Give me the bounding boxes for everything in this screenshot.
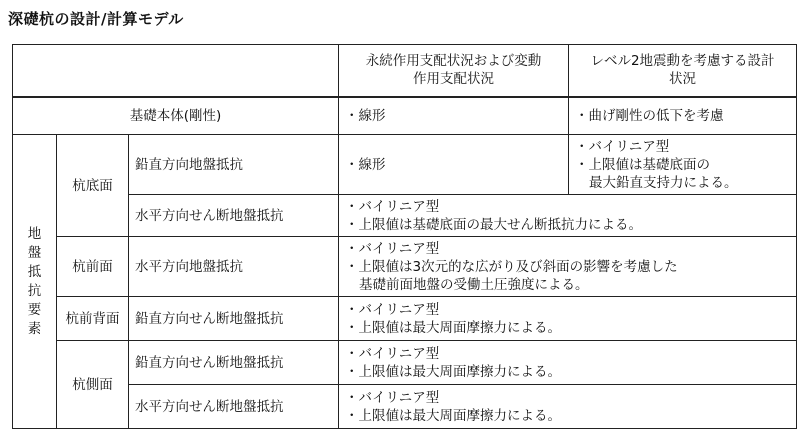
- side-vertical-row: [13, 341, 797, 385]
- group-char: 盤: [27, 244, 42, 261]
- pile-front-back-label: 杭前背面: [57, 297, 129, 341]
- text-line: ・上限値は基礎底面の最大せん断抵抗力による。: [345, 216, 643, 233]
- bottom-vertical-col2: [569, 135, 797, 195]
- front-back-row-label: 鉛直方向せん断地盤抵抗: [129, 297, 339, 341]
- header-persistent-situation: [339, 45, 569, 97]
- side-vertical-label: 鉛直方向せん断地盤抵抗: [129, 341, 339, 385]
- front-back-value: [339, 297, 797, 341]
- pile-front-label: 杭前面: [57, 237, 129, 297]
- body-stiffness-col1: ・線形: [339, 97, 569, 135]
- bottom-horizontal-label: 水平方向せん断地盤抵抗: [129, 195, 339, 237]
- text-line: ・バイリニア型: [345, 240, 440, 257]
- text-line: 最大鉛直支持力による。: [589, 174, 738, 191]
- text-line: ・バイリニア型: [345, 389, 440, 406]
- front-back-row: [13, 297, 797, 341]
- header-col1-line1: 永続作用支配状況および変動: [365, 53, 542, 70]
- bottom-vertical-row: [13, 135, 797, 195]
- text-line: ・上限値は最大周面摩擦力による。: [345, 319, 562, 336]
- group-char: 抵: [27, 263, 42, 280]
- front-row: [13, 237, 797, 297]
- text-line: ・バイリニア型: [345, 301, 440, 318]
- body-stiffness-col2: ・曲げ剛性の低下を考慮: [569, 97, 797, 135]
- header-col2-line1: レベル2地震動を考慮する設計: [590, 53, 775, 70]
- front-row-label: 水平方向地盤抵抗: [129, 237, 339, 297]
- body-stiffness-row: [13, 97, 797, 135]
- header-col2-line2: 状況: [669, 71, 697, 88]
- group-char: 地: [27, 225, 42, 242]
- text-line: ・バイリニア型: [575, 138, 670, 155]
- text-line: ・上限値は最大周面摩擦力による。: [345, 363, 562, 380]
- text-line: 基礎前面地盤の受働土圧強度による。: [359, 276, 589, 293]
- front-value: [339, 237, 797, 297]
- bottom-horizontal-value: [339, 195, 797, 237]
- bottom-vertical-label: 鉛直方向地盤抵抗: [129, 135, 339, 195]
- ground-resistance-group-label: [13, 135, 57, 429]
- pile-side-label: 杭側面: [57, 341, 129, 429]
- side-horizontal-value: [339, 385, 797, 429]
- text-line: ・上限値は最大周面摩擦力による。: [345, 407, 562, 424]
- text-line: ・上限値は基礎底面の: [575, 156, 711, 173]
- page-title: 深礎杭の設計/計算モデル: [8, 10, 184, 28]
- header-blank-cell: [13, 45, 339, 97]
- text-line: ・上限値は3次元的な広がり及び斜面の影響を考慮した: [345, 258, 678, 275]
- pile-bottom-label: 杭底面: [57, 135, 129, 237]
- group-char: 抗: [27, 282, 42, 299]
- group-char: 素: [27, 320, 42, 337]
- group-char: 要: [27, 301, 42, 318]
- side-horizontal-row: [13, 385, 797, 429]
- header-row: [13, 45, 797, 97]
- header-seismic-situation: [569, 45, 797, 97]
- body-stiffness-label: 基礎本体(剛性): [13, 97, 339, 135]
- text-line: ・バイリニア型: [345, 198, 440, 215]
- bottom-horizontal-row: [13, 195, 797, 237]
- bottom-vertical-col1: ・線形: [339, 135, 569, 195]
- side-horizontal-label: 水平方向せん断地盤抵抗: [129, 385, 339, 429]
- side-vertical-value: [339, 341, 797, 385]
- design-model-table: [12, 44, 797, 429]
- header-col1-line2: 作用支配状況: [413, 71, 495, 88]
- text-line: ・バイリニア型: [345, 345, 440, 362]
